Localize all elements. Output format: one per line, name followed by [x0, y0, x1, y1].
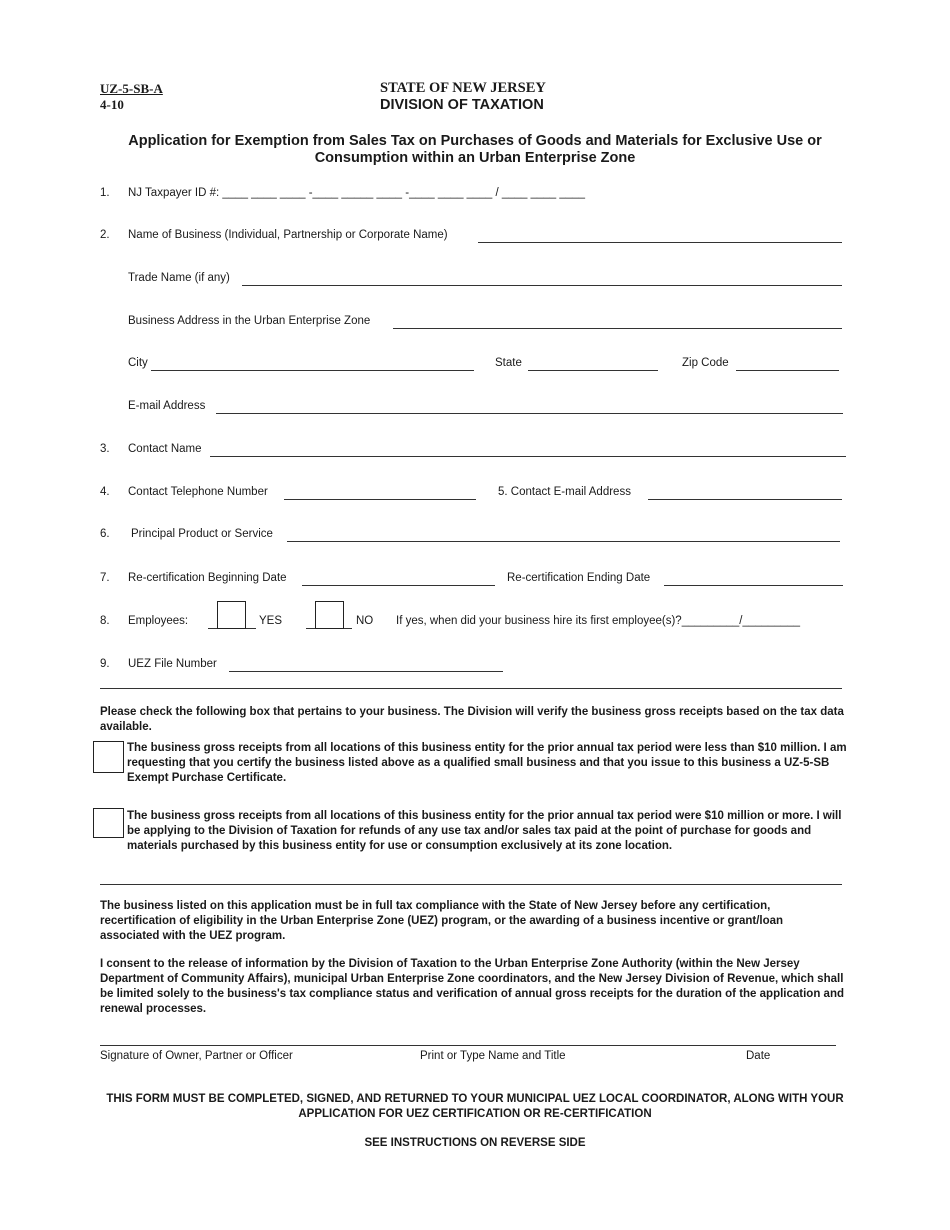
item-number: 1.	[100, 187, 110, 199]
state-label: State	[495, 357, 522, 369]
contact-email-input[interactable]	[648, 499, 842, 500]
contact-phone-label: Contact Telephone Number	[128, 486, 268, 498]
recert-begin-label: Re-certification Beginning Date	[128, 572, 287, 584]
zip-label: Zip Code	[682, 357, 729, 369]
principal-product-input[interactable]	[287, 541, 840, 542]
consent-statement: I consent to the release of information by the Division of Taxation to the Urban Enterprise Zone Authority (within the New Jersey Department of Community Affairs), municipal Urban Enterprise Zone coordinators, and the New Jersey Division of Revenue, which shall be limited solely to the business's tax compliance status and verification of annual gross receipts for the duration of the application and renewal processes.	[100, 958, 844, 1015]
employees-label: Employees:	[128, 615, 189, 627]
state-input[interactable]	[528, 370, 658, 371]
contact-email-label: 5. Contact E-mail Address	[498, 486, 631, 498]
check-instruction: Please check the following box that pertains to your business. The Division will verify the business gross receipts based on the tax data available.	[100, 706, 844, 733]
signature-line[interactable]	[100, 1045, 836, 1046]
email-label: E-mail Address	[128, 400, 206, 412]
no-label: NO	[356, 615, 374, 627]
zip-input[interactable]	[736, 370, 839, 371]
uez-file-input[interactable]	[229, 671, 503, 672]
section-divider	[100, 688, 842, 689]
form-revision: 4-10	[100, 97, 124, 112]
contact-name-input[interactable]	[210, 456, 846, 457]
option-10m-or-more-text: The business gross receipts from all locations of this business entity for the prior annual tax period were $10 million or more. I will be applying to the Division of Taxation for refunds of any use tax and/or sales tax paid at the point of purchase for goods and materials purchased by this business entity for use or consumption exclusively at its zone location.	[127, 810, 842, 852]
item-number: 4.	[100, 486, 110, 498]
recert-begin-input[interactable]	[302, 585, 495, 586]
trade-name-label: Trade Name (if any)	[128, 272, 230, 284]
form-code: UZ-5-SB-A	[100, 81, 163, 96]
return-notice: THIS FORM MUST BE COMPLETED, SIGNED, AND RETURNED TO YOUR MUNICIPAL UEZ LOCAL COORDINATOR, ALONG WITH YOUR APPLICATION FOR UEZ CERTIFICATION OR RE-CERTIFICATION	[106, 1093, 844, 1120]
date-label: Date	[746, 1050, 771, 1062]
item-number: 2.	[100, 229, 110, 241]
item-number: 3.	[100, 443, 110, 455]
city-label: City	[128, 357, 148, 369]
option-10m-or-more-checkbox[interactable]	[93, 808, 124, 838]
trade-name-input[interactable]	[242, 285, 842, 286]
item-number: 8.	[100, 615, 110, 627]
yes-checkbox[interactable]	[217, 601, 246, 629]
print-name-label: Print or Type Name and Title	[420, 1050, 566, 1062]
item-number: 7.	[100, 572, 110, 584]
option-less-than-10m-text: The business gross receipts from all locations of this business entity for the prior annual tax period were less than $10 million. I am requesting that you certify the business listed above as a qualified small business and that you issue to this business a UZ-5-SB Exempt Purchase Certificate.	[127, 742, 847, 784]
first-employee-field[interactable]: If yes, when did your business hire its first employee(s)?_________/_________	[396, 615, 801, 627]
contact-phone-input[interactable]	[284, 499, 476, 500]
division-heading: DIVISION OF TAXATION	[380, 97, 544, 113]
business-name-label: Name of Business (Individual, Partnership or Corporate Name)	[128, 229, 448, 241]
yes-label: YES	[259, 615, 283, 627]
business-name-input[interactable]	[478, 242, 842, 243]
uez-file-label: UEZ File Number	[128, 658, 217, 670]
recert-end-input[interactable]	[664, 585, 843, 586]
form-title: Application for Exemption from Sales Tax on Purchases of Goods and Materials for Exclusive Use or Consumption within an Urban Enterprise Zone	[128, 133, 822, 166]
signature-owner-label: Signature of Owner, Partner or Officer	[100, 1050, 293, 1062]
see-instructions: SEE INSTRUCTIONS ON REVERSE SIDE	[364, 1137, 586, 1149]
email-input[interactable]	[216, 413, 843, 414]
no-checkbox[interactable]	[315, 601, 344, 629]
recert-end-label: Re-certification Ending Date	[507, 572, 651, 584]
compliance-statement: The business listed on this application must be in full tax compliance with the State of New Jersey before any certification, recertification of eligibility in the Urban Enterprise Zone (UEZ) program, or the awarding of a business incentive or grant/loan associated with the UEZ program.	[100, 900, 784, 942]
city-input[interactable]	[151, 370, 474, 371]
state-heading: STATE OF NEW JERSEY	[380, 80, 546, 96]
section-divider	[100, 884, 842, 885]
item-number: 6.	[100, 528, 110, 540]
item-number: 9.	[100, 658, 110, 670]
taxpayer-id-field[interactable]: NJ Taxpayer ID #: ____ ____ ____ -____ _____ ____ -____ ____ ____ / ____ ____ ____	[128, 187, 585, 199]
option-less-than-10m-checkbox[interactable]	[93, 741, 124, 773]
business-address-input[interactable]	[393, 328, 842, 329]
principal-product-label: Principal Product or Service	[131, 528, 273, 540]
business-address-label: Business Address in the Urban Enterprise Zone	[128, 315, 371, 327]
contact-name-label: Contact Name	[128, 443, 202, 455]
